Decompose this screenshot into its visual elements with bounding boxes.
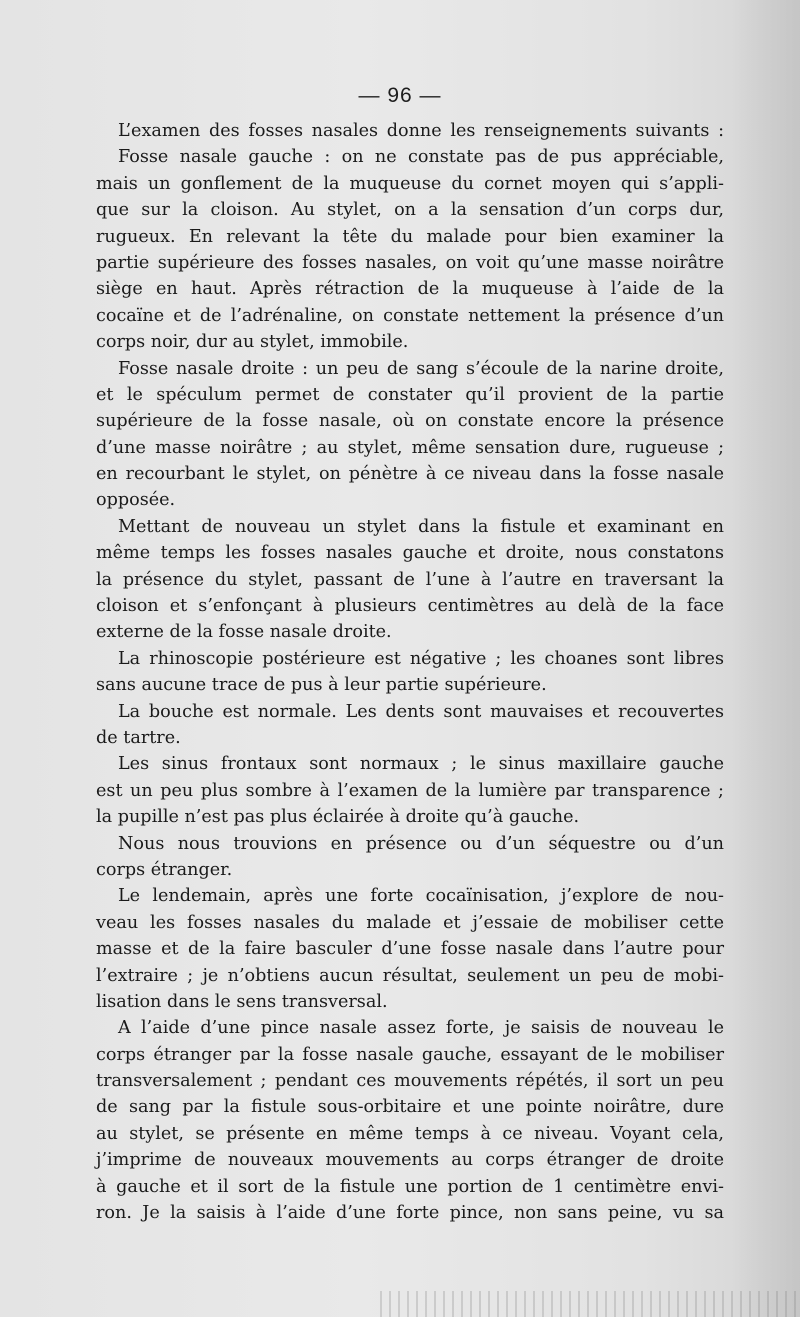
text-line: Nous nous trouvions en présence ou d’un séquestre ou d’un [118, 833, 724, 854]
text-line: au stylet, se présente en même temps à ce niveau. Voyant cela, [96, 1123, 724, 1144]
text-line: Fosse nasale droite : un peu de sang s’écoule de la narine droite, [118, 358, 724, 379]
text-line: rugueux. En relevant la tête du malade pour bien examiner la [96, 226, 724, 247]
text-line: mais un gonflement de la muqueuse du cornet moyen qui s’appli- [96, 173, 724, 194]
text-line: externe de la fosse nasale droite. [96, 622, 392, 643]
text-line: corps étranger. [96, 859, 233, 880]
text-line: La rhinoscopie postérieure est négative ; les choanes sont libres [118, 648, 724, 669]
text-line: et le spéculum permet de constater qu’il provient de la partie [96, 384, 724, 405]
text-line: ron. Je la saisis à l’aide d’une forte pince, non sans peine, vu sa [96, 1203, 724, 1224]
text-line: transversalement ; pendant ces mouvements répétés, il sort un peu [96, 1071, 724, 1092]
text-line: supérieure de la fosse nasale, où on constate encore la présence [96, 411, 724, 432]
text-line: opposée. [96, 490, 176, 511]
text-line: A l’aide d’une pince nasale assez forte, je saisis de nouveau le [118, 1018, 724, 1039]
text-line: masse et de la faire basculer d’une fosse nasale dans l’autre pour [96, 939, 724, 960]
text-line: la présence du stylet, passant de l’une à l’autre en traversant la [96, 569, 724, 590]
text-line: corps étranger par la fosse nasale gauche, essayant de le mobiliser [96, 1044, 724, 1065]
text-line: la pupille n’est pas plus éclairée à droite qu’à gauche. [96, 807, 580, 828]
scan-artifact [380, 1291, 800, 1317]
text-line: cocaïne et de l’adrénaline, on constate nettement la présence d’un [96, 305, 724, 326]
text-line: l’extraire ; je n’obtiens aucun résultat, seulement un peu de mobi- [96, 965, 724, 986]
text-line: Les sinus frontaux sont normaux ; le sinus maxillaire gauche [118, 754, 724, 775]
text-line: à gauche et il sort de la fistule une portion de 1 centimètre envi- [96, 1176, 724, 1197]
text-line: est un peu plus sombre à l’examen de la lumière par transparence ; [96, 780, 724, 801]
page-edge-shadow [730, 0, 800, 1317]
page-number: — 96 — [358, 84, 442, 107]
text-line: partie supérieure des fosses nasales, on voit qu’une masse noirâtre [96, 252, 724, 273]
text-line: L’examen des fosses nasales donne les renseignements suivants : [118, 121, 724, 141]
text-line: d’une masse noirâtre ; au stylet, même sensation dure, rugueuse ; [96, 437, 724, 458]
text-line: en recourbant le stylet, on pénètre à ce niveau dans la fosse nasale [96, 464, 724, 485]
text-line: sans aucune trace de pus à leur partie supérieure. [96, 675, 547, 696]
text-line: corps noir, dur au stylet, immobile. [96, 332, 409, 353]
text-line: siège en haut. Après rétraction de la muqueuse à l’aide de la [96, 279, 724, 300]
text-line: Mettant de nouveau un stylet dans la fistule et examinant en [118, 516, 724, 537]
text-line: lisation dans le sens transversal. [96, 991, 388, 1012]
body-text [96, 118, 724, 1226]
text-line: Le lendemain, après une forte cocaïnisation, j’explore de nou- [118, 886, 724, 907]
text-line: de sang par la fistule sous-orbitaire et une pointe noirâtre, dure [96, 1097, 724, 1118]
text-line: même temps les fosses nasales gauche et droite, nous constatons [96, 543, 724, 564]
text-line: de tartre. [96, 727, 181, 748]
text-line: que sur la cloison. Au stylet, on a la sensation d’un corps dur, [96, 200, 724, 221]
text-line: j’imprime de nouveaux mouvements au corps étranger de droite [96, 1150, 724, 1171]
text-line: cloison et s’enfonçant à plusieurs centimètres au delà de la face [96, 596, 724, 617]
text-line: veau les fosses nasales du malade et j’essaie de mobiliser cette [96, 912, 724, 933]
text-line: La bouche est normale. Les dents sont mauvaises et recouvertes [118, 701, 724, 722]
text-line: Fosse nasale gauche : on ne constate pas de pus appréciable, [118, 147, 724, 168]
